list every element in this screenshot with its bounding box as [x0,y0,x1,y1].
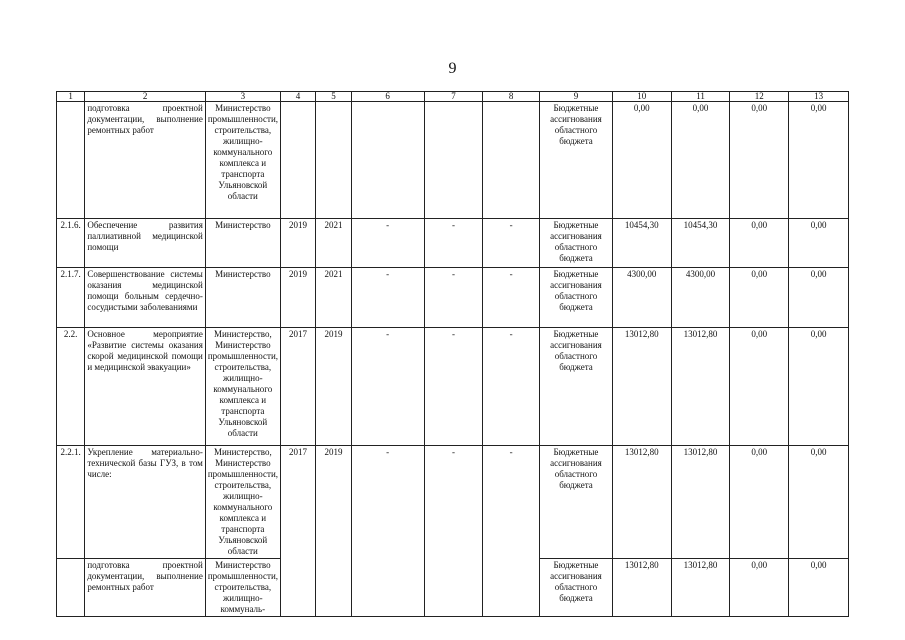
activity-name: подготовка проектной документации, выполнение ремонтных работ [85,102,206,219]
row-number: 2.1.6. [57,219,85,268]
amount-total: 13012,80 [612,328,671,446]
executor: Министерство [205,268,280,328]
cell-col6: - [351,328,424,446]
table-row [57,219,849,268]
column-header: 10 [612,92,671,102]
column-header: 12 [730,92,789,102]
table-row [57,328,849,446]
column-header: 5 [316,92,351,102]
amount-col11: 13012,80 [671,446,730,559]
table-row [57,268,849,328]
amount-col12: 0,00 [730,559,789,617]
amount-total: 13012,80 [612,446,671,559]
activity-name: подготовка проектной документации, выполнение ремонтных работ [85,559,206,617]
cell-col6: - [351,219,424,268]
column-header: 9 [540,92,613,102]
column-header: 13 [789,92,849,102]
funding-source: Бюджетные ассигнования областного бюджета [540,219,613,268]
amount-total: 4300,00 [612,268,671,328]
start-year: 2019 [280,268,315,328]
amount-col13: 0,00 [789,559,849,617]
executor: Министерство, Министерство промышленности, строительства, жилищно-коммунального комплекса и транспорта Ульяновской области [205,328,280,446]
column-header: 3 [205,92,280,102]
executor: Министерство промышленности, строительства, жилищно-коммуналь- [205,559,280,617]
cell-col8 [483,102,540,219]
cell-col7 [424,102,483,219]
table-row [57,446,849,559]
start-year: 2017 [280,446,315,617]
executor: Министерство [205,219,280,268]
cell-col8: - [483,446,540,617]
funding-source: Бюджетные ассигнования областного бюджета [540,446,613,559]
amount-total: 13012,80 [612,559,671,617]
amount-total: 0,00 [612,102,671,219]
cell-col6: - [351,268,424,328]
amount-col11: 13012,80 [671,559,730,617]
column-header: 6 [351,92,424,102]
funding-source: Бюджетные ассигнования областного бюджета [540,328,613,446]
activity-name: Совершенствование системы оказания медицинской помощи больным сердечно-сосудистыми заболеваниями [85,268,206,328]
end-year: 2019 [316,328,351,446]
cell-col7: - [424,446,483,617]
cell-col6 [351,102,424,219]
row-number: 2.2. [57,328,85,446]
executor: Министерство, Министерство промышленности, строительства, жилищно-коммунального комплекса и транспорта Ульяновской области [205,446,280,559]
table-row [57,102,849,219]
cell-col7: - [424,328,483,446]
cell-col8: - [483,268,540,328]
end-year: 2021 [316,219,351,268]
funding-source: Бюджетные ассигнования областного бюджета [540,559,613,617]
column-header: 8 [483,92,540,102]
amount-col12: 0,00 [730,328,789,446]
amount-col12: 0,00 [730,102,789,219]
amount-col13: 0,00 [789,328,849,446]
start-year [280,102,315,219]
cell-col8: - [483,328,540,446]
funding-source: Бюджетные ассигнования областного бюджета [540,268,613,328]
amount-total: 10454,30 [612,219,671,268]
cell-col8: - [483,219,540,268]
column-header: 2 [85,92,206,102]
amount-col12: 0,00 [730,446,789,559]
amount-col12: 0,00 [730,268,789,328]
page-number: 9 [448,60,457,77]
amount-col12: 0,00 [730,219,789,268]
end-year: 2019 [316,446,351,617]
cell-col7: - [424,268,483,328]
row-number [57,559,85,617]
end-year [316,102,351,219]
amount-col11: 4300,00 [671,268,730,328]
column-header: 4 [280,92,315,102]
amount-col13: 0,00 [789,219,849,268]
budget-table [56,91,849,617]
amount-col13: 0,00 [789,268,849,328]
activity-name: Основное мероприятие «Развитие системы оказания скорой медицинской помощи и медицинской эвакуации» [85,328,206,446]
activity-name: Обеспечение развития паллиативной медицинской помощи [85,219,206,268]
activity-name: Укрепление материально-технической базы ГУЗ, в том числе: [85,446,206,559]
amount-col11: 13012,80 [671,328,730,446]
amount-col11: 0,00 [671,102,730,219]
start-year: 2017 [280,328,315,446]
cell-col7: - [424,219,483,268]
amount-col11: 10454,30 [671,219,730,268]
column-number-row [57,92,849,102]
row-number [57,102,85,219]
cell-col6: - [351,446,424,617]
amount-col13: 0,00 [789,102,849,219]
row-number: 2.2.1. [57,446,85,559]
end-year: 2021 [316,268,351,328]
column-header: 1 [57,92,85,102]
column-header: 7 [424,92,483,102]
executor: Министерство промышленности, строительства, жилищно-коммунального комплекса и транспорта Ульяновской области [205,102,280,219]
row-number: 2.1.7. [57,268,85,328]
column-header: 11 [671,92,730,102]
start-year: 2019 [280,219,315,268]
funding-source: Бюджетные ассигнования областного бюджета [540,102,613,219]
amount-col13: 0,00 [789,446,849,559]
